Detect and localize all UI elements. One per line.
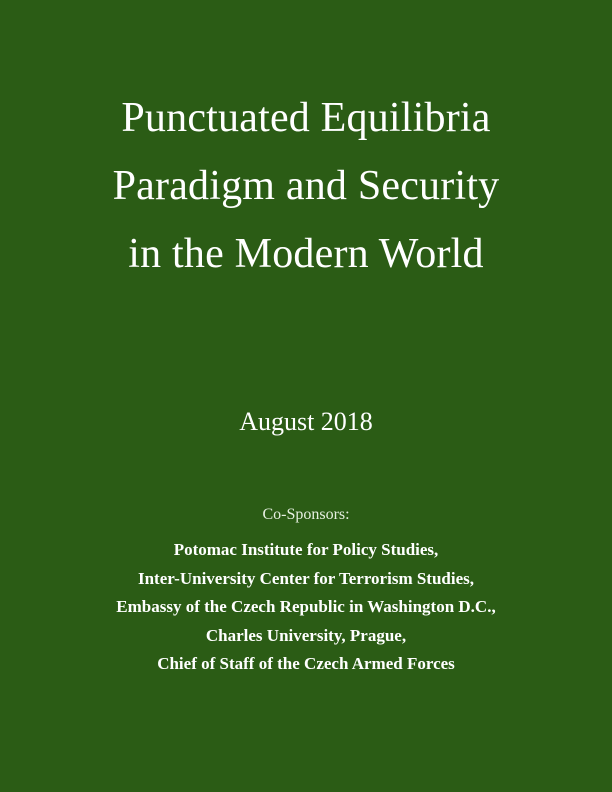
sponsor-czech-armed-forces: Chief of Staff of the Czech Armed Forces — [157, 654, 455, 673]
sponsor-czech-embassy: Embassy of the Czech Republic in Washington D.C., — [116, 597, 496, 616]
title-line-1: Punctuated Equilibria — [121, 95, 491, 141]
co-sponsors-list — [0, 536, 612, 679]
co-sponsors-label: Co-Sponsors: — [262, 506, 350, 523]
title-line-3: in the Modern World — [128, 231, 484, 277]
sponsor-potomac-institute: Potomac Institute for Policy Studies, — [173, 540, 439, 559]
sponsor-inter-university-center: Inter-University Center for Terrorism Studies, — [137, 568, 475, 588]
title-line-2: Paradigm and Security — [112, 163, 500, 209]
document-title — [0, 84, 612, 288]
sponsor-charles-university: Charles University, Prague, — [205, 625, 407, 645]
publication-date: August 2018 — [239, 407, 373, 436]
